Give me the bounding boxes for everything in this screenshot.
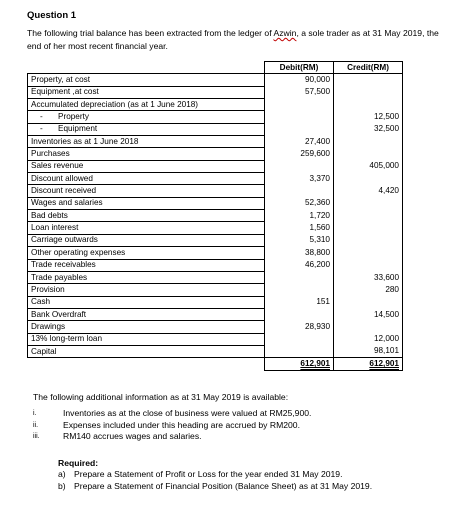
row-label: Carriage outwards xyxy=(28,234,265,246)
row-label: Purchases xyxy=(28,148,265,160)
additional-info-list xyxy=(33,408,311,443)
required-item xyxy=(58,469,372,481)
table-row xyxy=(28,271,403,283)
table-row xyxy=(28,345,403,357)
required-list xyxy=(58,469,372,492)
intro-text-before: The following trial balance has been extracted from the ledger of xyxy=(27,28,274,38)
row-label: Provision xyxy=(28,284,265,296)
additional-info-title: The following additional information as at 31 May 2019 is available: xyxy=(33,392,289,402)
row-credit xyxy=(334,86,403,98)
table-total-row xyxy=(28,358,403,370)
row-debit: 57,500 xyxy=(265,86,334,98)
row-credit xyxy=(334,321,403,333)
item-number: i. xyxy=(33,410,37,417)
row-debit xyxy=(265,333,334,345)
row-debit: 3,370 xyxy=(265,173,334,185)
table-row xyxy=(28,185,403,197)
row-credit: 98,101 xyxy=(334,345,403,357)
total-debit: 612,901 xyxy=(265,358,334,370)
question-title: Question 1 xyxy=(27,10,77,21)
row-debit xyxy=(265,123,334,135)
table-row xyxy=(28,333,403,345)
item-text: Prepare a Statement of Financial Position (Balance Sheet) as at 31 May 2019. xyxy=(74,480,373,491)
row-credit xyxy=(334,148,403,160)
total-credit: 612,901 xyxy=(334,358,403,370)
row-debit xyxy=(265,160,334,172)
table-row xyxy=(28,136,403,148)
table-row xyxy=(28,123,403,135)
row-debit xyxy=(265,185,334,197)
table-row xyxy=(28,308,403,320)
row-credit: 33,600 xyxy=(334,271,403,283)
row-debit xyxy=(265,308,334,320)
table-row xyxy=(28,296,403,308)
table-row xyxy=(28,234,403,246)
row-debit: 259,600 xyxy=(265,148,334,160)
row-credit xyxy=(334,197,403,209)
additional-info-item xyxy=(33,431,311,443)
row-debit: 151 xyxy=(265,296,334,308)
table-row xyxy=(28,197,403,209)
additional-info-item xyxy=(33,420,311,432)
total-label-blank xyxy=(28,358,265,370)
row-debit xyxy=(265,111,334,123)
row-debit: 28,930 xyxy=(265,321,334,333)
row-label: Inventories as at 1 June 2018 xyxy=(28,136,265,148)
table-row xyxy=(28,259,403,271)
row-label: Discount allowed xyxy=(28,173,265,185)
row-label: Capital xyxy=(28,345,265,357)
row-label: Wages and salaries xyxy=(28,197,265,209)
intro-paragraph xyxy=(27,27,447,53)
row-label: Bad debts xyxy=(28,210,265,222)
row-label: Accumulated depreciation (as at 1 June 2018) xyxy=(28,99,265,111)
intro-text-after: , a sole trader as at 31 May 2019, the end of her most recent financial year. xyxy=(27,28,439,51)
row-label: Bank Overdraft xyxy=(28,308,265,320)
trial-balance-table xyxy=(27,61,403,371)
item-text: Inventories as at the close of business were valued at RM25,900. xyxy=(63,408,312,418)
row-credit: 14,500 xyxy=(334,308,403,320)
row-credit xyxy=(334,136,403,148)
row-label: Trade payables xyxy=(28,271,265,283)
additional-info-item xyxy=(33,408,311,420)
row-credit xyxy=(334,259,403,271)
item-text: Expenses included under this heading are accrued by RM200. xyxy=(63,419,300,430)
row-label: Sales revenue xyxy=(28,160,265,172)
row-credit xyxy=(334,210,403,222)
row-label: Cash xyxy=(28,296,265,308)
row-label: Loan interest xyxy=(28,222,265,234)
required-title: Required: xyxy=(58,458,99,468)
table-row xyxy=(28,284,403,296)
item-number: ii. xyxy=(33,421,39,429)
row-debit xyxy=(265,284,334,296)
row-credit xyxy=(334,247,403,259)
row-debit xyxy=(265,345,334,357)
trader-name: Azwin xyxy=(273,28,297,38)
header-debit: Debit(RM) xyxy=(265,62,334,74)
row-credit xyxy=(334,99,403,111)
item-number: b) xyxy=(58,480,66,491)
row-label: Property, at cost xyxy=(28,74,265,86)
row-credit: 4,420 xyxy=(334,185,403,197)
row-debit: 5,310 xyxy=(265,234,334,246)
row-credit xyxy=(334,296,403,308)
table-row xyxy=(28,111,403,123)
item-text: RM140 accrues wages and salaries. xyxy=(63,431,202,442)
table-row xyxy=(28,321,403,333)
row-label: - Equipment xyxy=(28,123,265,135)
row-debit: 52,360 xyxy=(265,197,334,209)
row-label: Discount received xyxy=(28,185,265,197)
row-debit: 90,000 xyxy=(265,74,334,86)
table-row xyxy=(28,160,403,172)
table-row xyxy=(28,86,403,98)
row-credit xyxy=(334,222,403,234)
row-debit xyxy=(265,271,334,283)
row-debit: 1,720 xyxy=(265,210,334,222)
row-label: Other operating expenses xyxy=(28,247,265,259)
row-label: Drawings xyxy=(28,321,265,333)
table-row xyxy=(28,222,403,234)
table-row xyxy=(28,173,403,185)
row-credit: 12,000 xyxy=(334,333,403,345)
header-credit: Credit(RM) xyxy=(334,62,403,74)
row-debit: 46,200 xyxy=(265,259,334,271)
table-header-row xyxy=(28,62,403,74)
table-row xyxy=(28,210,403,222)
row-credit xyxy=(334,74,403,86)
row-label: 13% long-term loan xyxy=(28,333,265,345)
item-number: a) xyxy=(58,469,66,479)
header-blank xyxy=(28,62,265,74)
item-text: Prepare a Statement of Profit or Loss for the year ended 31 May 2019. xyxy=(74,469,343,479)
table-row xyxy=(28,99,403,111)
row-credit: 12,500 xyxy=(334,111,403,123)
row-credit: 32,500 xyxy=(334,123,403,135)
row-credit: 405,000 xyxy=(334,160,403,172)
row-debit xyxy=(265,99,334,111)
row-label: Equipment ,at cost xyxy=(28,86,265,98)
required-item xyxy=(58,481,372,493)
row-label: - Property xyxy=(28,111,265,123)
row-debit: 27,400 xyxy=(265,136,334,148)
table-row xyxy=(28,148,403,160)
row-credit xyxy=(334,173,403,185)
item-number: iii. xyxy=(33,433,40,441)
table-row xyxy=(28,74,403,86)
row-label: Trade receivables xyxy=(28,259,265,271)
row-credit xyxy=(334,234,403,246)
row-debit: 38,800 xyxy=(265,247,334,259)
table-row xyxy=(28,247,403,259)
row-credit: 280 xyxy=(334,284,403,296)
row-debit: 1,560 xyxy=(265,222,334,234)
